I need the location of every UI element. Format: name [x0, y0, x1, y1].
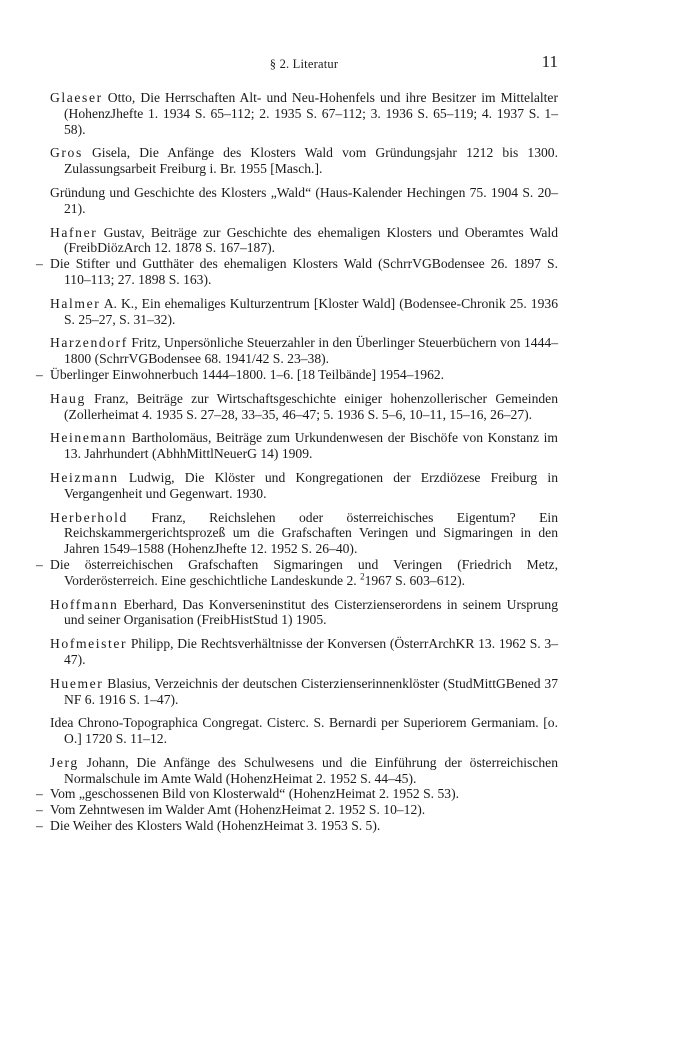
- author-surname: Harzendorf: [50, 335, 128, 351]
- entry-text: Otto, Die Herrschaften Alt- und Neu-Hohenfels und ihre Besitzer im Mittelalter (HohenzJhefte 1. 1934 S. 65–112; 2. 1935 S. 67–112; 3. 1936 S. 65–119; 4. 1937 S. 1–58).: [64, 90, 558, 137]
- entry-main: [50, 225, 558, 257]
- entry-text: Philipp, Die Rechtsverhältnisse der Konversen (ÖsterrArchKR 13. 1962 S. 3–47).: [64, 636, 558, 667]
- entry-main: [50, 510, 558, 557]
- author-surname: Hoffmann: [50, 596, 119, 612]
- author-surname: Herberhold: [50, 509, 128, 525]
- bibliography-entry: [36, 335, 558, 382]
- continuation-text: Überlinger Einwohnerbuch 1444–1800. 1–6. [18 Teilbände] 1954–1962.: [50, 366, 445, 382]
- entry-text: Idea Chrono-Topographica Congregat. Cisterc. S. Bernardi per Superiorem Germaniam. [o. O.] 1720 S. 11–12.: [50, 715, 558, 747]
- bibliography-entry: [50, 90, 558, 137]
- bibliography-entry: [50, 296, 558, 328]
- running-head: § 2. Literatur: [269, 57, 339, 71]
- entry-main: [50, 185, 558, 217]
- entry-text: Gustav, Beiträge zur Geschichte des ehemaligen Klosters und Oberamtes Wald (FreibDiözArch 12. 1878 S. 167–187).: [64, 224, 558, 256]
- entry-text: Ludwig, Die Klöster und Kongregationen der Erzdiözese Freiburg in Vergangenheit und Gegenwart. 1930.: [64, 469, 558, 501]
- entry-text: Gisela, Die Anfänge des Klosters Wald vom Gründungsjahr 1212 bis 1300. Zulassungsarbeit Freiburg i. Br. 1955 [Masch.].: [64, 145, 558, 177]
- entry-main: [50, 755, 558, 787]
- entry-continuation: – Die Weiher des Klosters Wald (HohenzHeimat 3. 1953 S. 5).: [36, 818, 381, 834]
- author-surname: Huemer: [50, 675, 104, 691]
- bibliography-entry: [50, 636, 558, 668]
- entry-main: [50, 391, 558, 423]
- author-surname: Halmer: [50, 295, 101, 311]
- continuation-text: Die Weiher des Klosters Wald (HohenzHeimat 3. 1953 S. 5).: [50, 818, 381, 834]
- entry-main: [50, 430, 558, 462]
- entry-main: [50, 90, 558, 137]
- entry-text: Gründung und Geschichte des Klosters „Wald“ (Haus-Kalender Hechingen 75. 1904 S. 20–21).: [50, 184, 558, 216]
- entry-text: Bartholomäus, Beiträge zum Urkundenwesen der Bischöfe von Konstanz im 13. Jahrhundert (AbhhMittlNeuerG 14) 1909.: [64, 430, 558, 462]
- bibliography-entry: [50, 391, 558, 423]
- entry-continuation: – Vom Zehntwesen im Walder Amt (HohenzHeimat 2. 1952 S. 10–12).: [36, 802, 426, 818]
- entry-main: [50, 636, 558, 668]
- entry-main: [50, 597, 558, 629]
- author-surname: Jerg: [50, 754, 79, 770]
- page-number: 11: [541, 52, 558, 71]
- bibliography-entry: [36, 224, 558, 288]
- bibliography-entry: [36, 754, 558, 834]
- entry-main: [50, 296, 558, 328]
- entry-continuation: – Vom „geschossenen Bild von Klosterwald“ (HohenzHeimat 2. 1952 S. 53).: [36, 786, 459, 802]
- entry-text: Franz, Beiträge zur Wirtschaftsgeschichte einiger hohenzollerischer Gemeinden (Zollerheimat 4. 1935 S. 27–28, 33–35, 46–47; 5. 1936 S. 5–6, 10–11, 15–16, 26–27).: [64, 390, 558, 422]
- entry-text: Fritz, Unpersönliche Steuerzahler in den Überlinger Steuerbüchern von 1444–1800 (SchrrVGBodensee 68. 1941/42 S. 23–38).: [64, 335, 558, 367]
- entry-text: Blasius, Verzeichnis der deutschen Cisterzienserinnenklöster (StudMittGBened 37 NF 6. 1916 S. 1–47).: [64, 675, 558, 707]
- author-surname: Gros: [50, 145, 83, 161]
- bibliography-entry: [50, 145, 558, 177]
- continuation-text: Vom „geschossenen Bild von Klosterwald“ (HohenzHeimat 2. 1952 S. 53).: [50, 786, 459, 802]
- entry-continuation: – Überlinger Einwohnerbuch 1444–1800. 1–6. [18 Teilbände] 1954–1962.: [36, 366, 445, 382]
- entry-main: [50, 335, 558, 367]
- continuation-text: Vom Zehntwesen im Walder Amt (HohenzHeimat 2. 1952 S. 10–12).: [50, 802, 426, 818]
- author-surname: Hofmeister: [50, 636, 128, 652]
- bibliography-entry: [50, 470, 558, 502]
- bibliography-entry: [50, 597, 558, 629]
- entry-main: [50, 470, 558, 502]
- bibliography-entry: [50, 185, 558, 217]
- author-surname: Glaeser: [50, 90, 103, 105]
- author-surname: Heizmann: [50, 469, 119, 485]
- continuation-text: Die Stifter und Gutthäter des ehemaligen Klosters Wald (SchrrVGBodensee 26. 1897 S. 110–113; 27. 1898 S. 163).: [50, 256, 558, 287]
- entry-main: [50, 715, 558, 747]
- continuation-text: Die österreichischen Grafschaften Sigmaringen und Veringen (Friedrich Metz, Vorderösterreich. Eine geschichtliche Landeskunde 2. $^2$1967 S. 603–612).: [50, 556, 558, 588]
- entry-text: A. K., Ein ehemaliges Kulturzentrum [Kloster Wald] (Bodensee-Chronik 25. 1936 S. 25–27, S. 31–32).: [64, 295, 558, 327]
- bibliography-entry: [50, 715, 558, 747]
- author-surname: Hafner: [50, 224, 98, 240]
- author-surname: Haug: [50, 390, 86, 406]
- page-header: [50, 52, 558, 76]
- bibliography-entry: [50, 430, 558, 462]
- author-surname: Heinemann: [50, 430, 128, 446]
- entry-main: [50, 145, 558, 177]
- entry-text: Eberhard, Das Konverseninstitut des Cisterzienserordens in seinem Ursprung und seiner Organisation (FreibHistStud 1) 1905.: [64, 596, 558, 628]
- bibliography-list: [36, 90, 558, 842]
- entry-text: Franz, Reichslehen oder österreichisches Eigentum? Ein Reichskammergerichtsprozeß um die Grafschaften Veringen und Sigmaringen in den Jahren 1549–1588 (HohenzJhefte 12. 1952 S. 26–40).: [64, 509, 558, 557]
- bibliography-entry: [36, 509, 558, 589]
- entry-continuation: – Die Stifter und Gutthäter des ehemaligen Klosters Wald (SchrrVGBodensee 26. 1897 S. 110–113; 27. 1898 S. 163).: [36, 256, 558, 287]
- entry-continuation: – Die österreichischen Grafschaften Sigmaringen und Veringen (Friedrich Metz, Vorderösterreich. Eine geschichtliche Landeskunde 2. $^2$1967 S. 603–612).: [36, 556, 558, 588]
- entry-main: [50, 676, 558, 708]
- bibliography-entry: [50, 676, 558, 708]
- entry-text: Johann, Die Anfänge des Schulwesens und die Einführung der österreichischen Normalschule im Amte Wald (HohenzHeimat 2. 1952 S. 44–45).: [64, 754, 558, 786]
